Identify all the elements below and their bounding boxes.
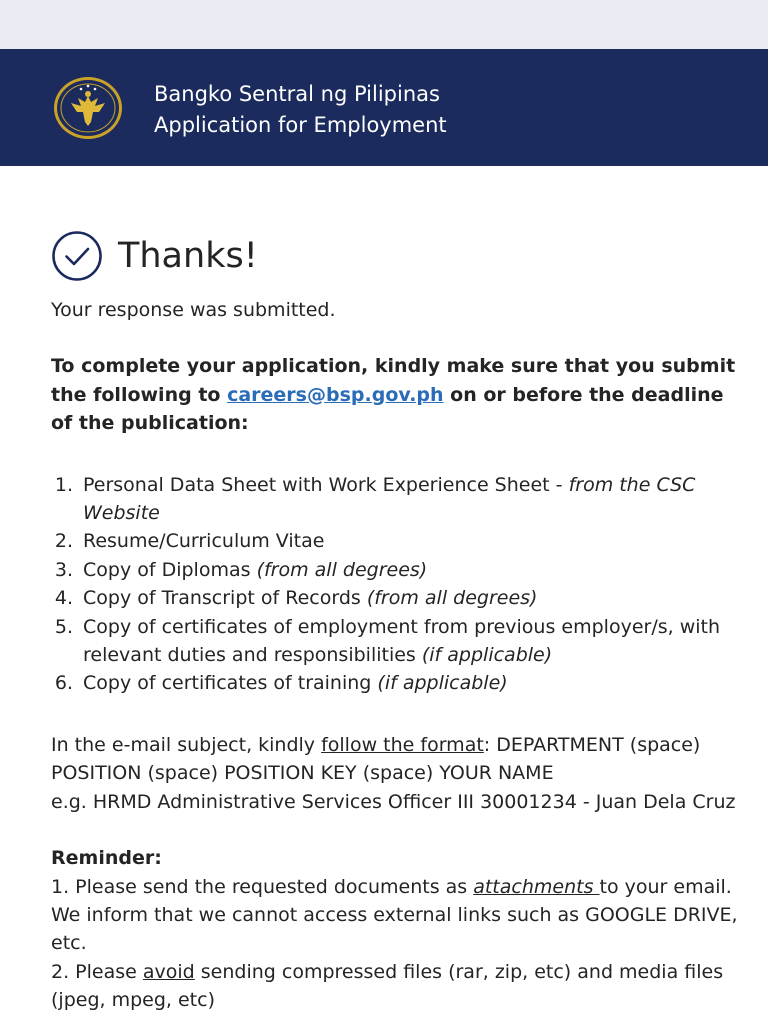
form-title: Application for Employment xyxy=(154,113,447,137)
follow-format-text: follow the format xyxy=(321,733,484,756)
list-item: Copy of certificates of training (if applicable) xyxy=(83,672,508,695)
reminder-item-2: 2. Please avoid sending compressed files (rar, zip, etc) and media files (jpeg, mpeg, etc) xyxy=(51,960,724,1012)
list-item: Copy of Diplomas (from all degrees) xyxy=(83,558,428,581)
list-item: Resume/Curriculum Vitae xyxy=(83,530,325,553)
requirements-list xyxy=(51,471,741,698)
instructions-text-before: To complete your application, kindly make sure that you submit the following to xyxy=(51,355,736,406)
top-bar xyxy=(0,0,768,49)
list-item: Personal Data Sheet with Work Experience Sheet - from the CSC Website xyxy=(83,473,696,525)
instructions-paragraph xyxy=(51,352,741,437)
subject-format-paragraph: In the e-mail subject, kindly follow the format: DEPARTMENT (space) POSITION (space) POSITION KEY (space) YOUR NAME xyxy=(51,733,701,785)
careers-email-link[interactable]: careers@bsp.gov.ph xyxy=(227,383,444,406)
form-header xyxy=(0,49,768,166)
list-item: Copy of certificates of employment from previous employer/s, with relevant duties and responsibilities (if applicable) xyxy=(83,615,721,667)
avoid-emphasis: avoid xyxy=(142,960,195,983)
org-name: Bangko Sentral ng Pilipinas xyxy=(154,82,440,106)
checkmark-circle-icon xyxy=(51,230,103,282)
reminder-item-1: 1. Please send the requested documents as attachments to your email. We inform that we cannot access external links such as GOOGLE DRIVE, etc. xyxy=(51,875,738,955)
instructions-text-after: on or before the deadline of the publication: xyxy=(51,383,724,435)
reminder-heading: Reminder: xyxy=(51,847,162,870)
subject-example: e.g. HRMD Administrative Services Officer III 30001234 - Juan Dela Cruz xyxy=(51,790,736,813)
header-titles xyxy=(154,79,447,141)
confirmation-body xyxy=(51,296,741,1015)
attachments-emphasis: attachments xyxy=(473,875,600,898)
list-item: Copy of Transcript of Records (from all degrees) xyxy=(83,587,538,610)
submitted-message: Your response was submitted. xyxy=(51,299,336,321)
bsp-seal-logo xyxy=(53,76,123,140)
thanks-title: Thanks! xyxy=(118,236,258,276)
